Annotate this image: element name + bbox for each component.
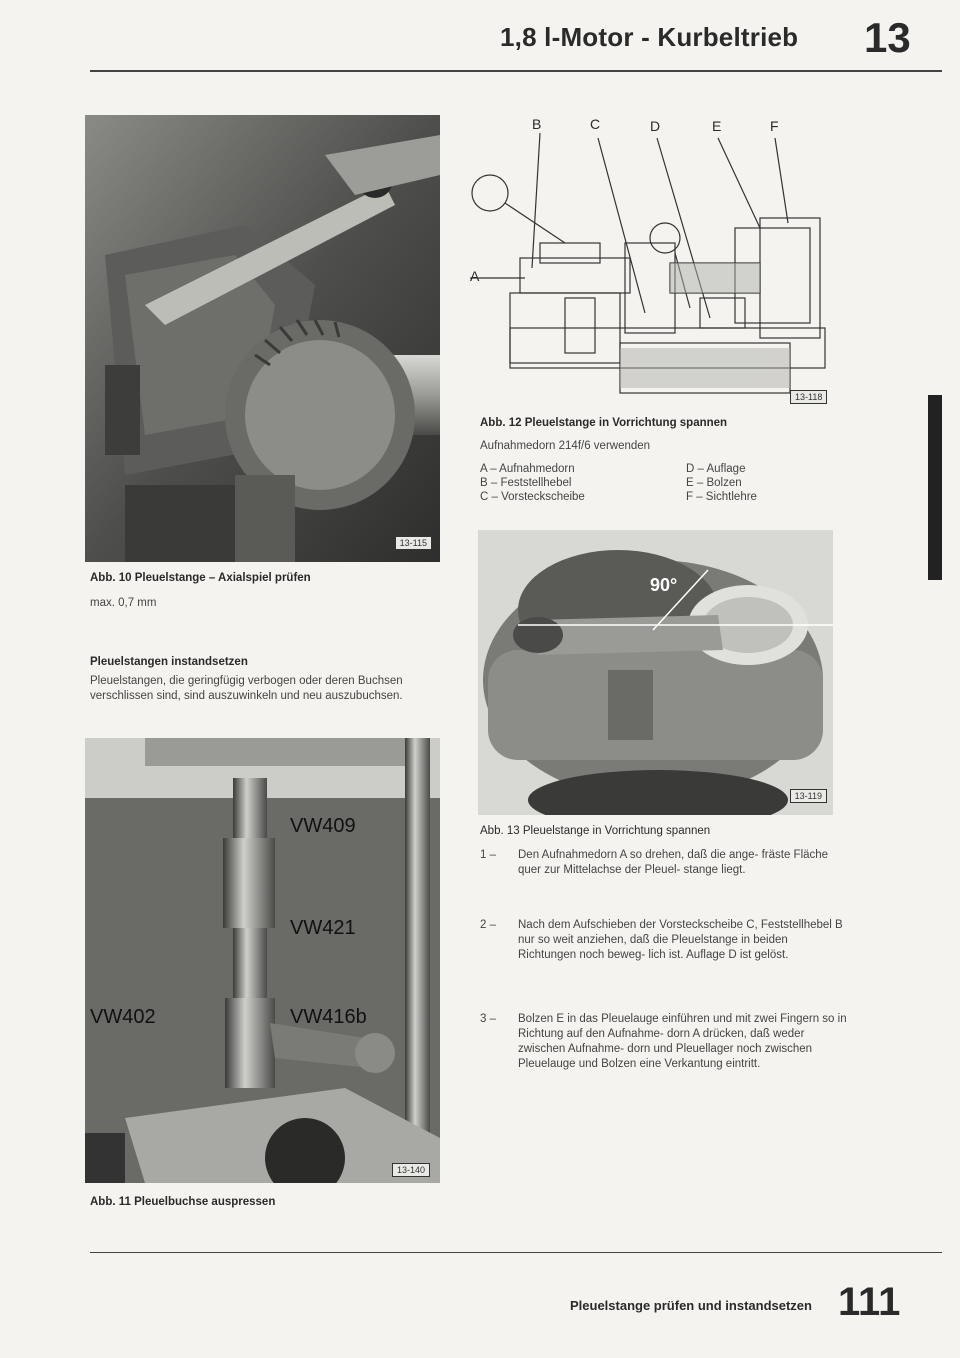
page-number: 111	[838, 1280, 901, 1324]
page-title: 1,8 l-Motor - Kurbeltrieb	[500, 22, 799, 52]
step-2-number: 2 –	[480, 919, 496, 931]
letter-f: F	[770, 118, 779, 134]
section-number: 13	[864, 14, 911, 61]
label-vw402: VW402	[90, 1006, 156, 1028]
fig11-caption: Abb. 11 Pleuelbuchse auspressen	[90, 1196, 276, 1208]
fixture-cross-section	[470, 108, 850, 408]
step-3-text: Bolzen E in das Pleuelauge einführen und mit zwei Fingern so in Richtung auf den Aufnahme- dorn A drücken, daß weder zwischen Aufnahme- dorn und Pleuellager noch zwischen Pleuelauge und Bolzen eine Verkantung eintritt.	[518, 1013, 847, 1070]
fig12-caption: Abb. 12 Pleuelstange in Vorrichtung spannen	[480, 417, 728, 429]
step-2-text: Nach dem Aufschieben der Vorsteckscheibe C, Feststellhebel B nur so weit anziehen, daß die Pleuelstange in beiden Richtungen noch beweg- lich ist. Auflage D ist gelöst.	[518, 919, 843, 961]
step-1-number: 1 –	[480, 849, 496, 861]
connecting-rod-fixture-graphic	[478, 530, 833, 815]
crankshaft-photo-graphic	[85, 115, 440, 562]
press-tool-graphic	[85, 738, 440, 1183]
footer-rule	[90, 1252, 942, 1253]
fig12-subcaption: Aufnahmedorn 214f/6 verwenden	[480, 440, 651, 452]
legend-f: F – Sichtlehre	[686, 491, 757, 503]
repair-text: Pleuelstangen, die geringfügig verbogen oder deren Buchsen verschlissen sind, sind auszuwinkeln und neu auszubuchsen.	[90, 675, 403, 702]
fig11-photo	[85, 738, 440, 1183]
legend-e: E – Bolzen	[686, 477, 742, 489]
step-1	[480, 848, 850, 898]
fig13-photo	[478, 530, 833, 815]
repair-heading: Pleuelstangen instandsetzen	[90, 656, 248, 668]
legend-a: A – Aufnahmedorn	[480, 463, 575, 475]
step-3	[480, 1012, 850, 1097]
fig12-legend-right	[686, 462, 846, 504]
fig13-tag: 13-119	[790, 789, 827, 803]
letter-b: B	[532, 116, 542, 132]
fig12-legend-left	[480, 462, 680, 504]
letter-d: D	[650, 118, 661, 134]
legend-b: B – Feststellhebel	[480, 477, 572, 489]
fig10-subcaption: max. 0,7 mm	[90, 597, 157, 609]
letter-a: A	[470, 268, 480, 284]
footer-title: Pleuelstange prüfen und instandsetzen	[570, 1298, 812, 1313]
label-vw421: VW421	[290, 917, 356, 939]
fig10-tag: 13-115	[395, 536, 432, 550]
angle-label: 90°	[650, 575, 678, 595]
label-vw416b: VW416b	[290, 1006, 367, 1028]
fig13-caption: Abb. 13 Pleuelstange in Vorrichtung spannen	[480, 825, 711, 837]
label-vw409: VW409	[290, 815, 356, 837]
fig10-caption: Abb. 10 Pleuelstange – Axialspiel prüfen	[90, 572, 311, 584]
thumb-index-tab	[928, 395, 942, 580]
fig11-tag: 13-140	[392, 1163, 430, 1177]
header-rule	[90, 70, 942, 72]
step-2	[480, 918, 850, 988]
step-1-text: Den Aufnahmedorn A so drehen, daß die ange- fräste Fläche quer zur Mittelachse der Pleuel- stange liegt.	[518, 849, 829, 876]
letter-c: C	[590, 116, 601, 132]
fig10-photo	[85, 115, 440, 562]
legend-d: D – Auflage	[686, 463, 746, 475]
legend-c: C – Vorsteckscheibe	[480, 491, 585, 503]
fig12-tag: 13-118	[790, 390, 827, 404]
fig12-diagram	[470, 108, 850, 408]
step-3-number: 3 –	[480, 1013, 496, 1025]
letter-e: E	[712, 118, 722, 134]
